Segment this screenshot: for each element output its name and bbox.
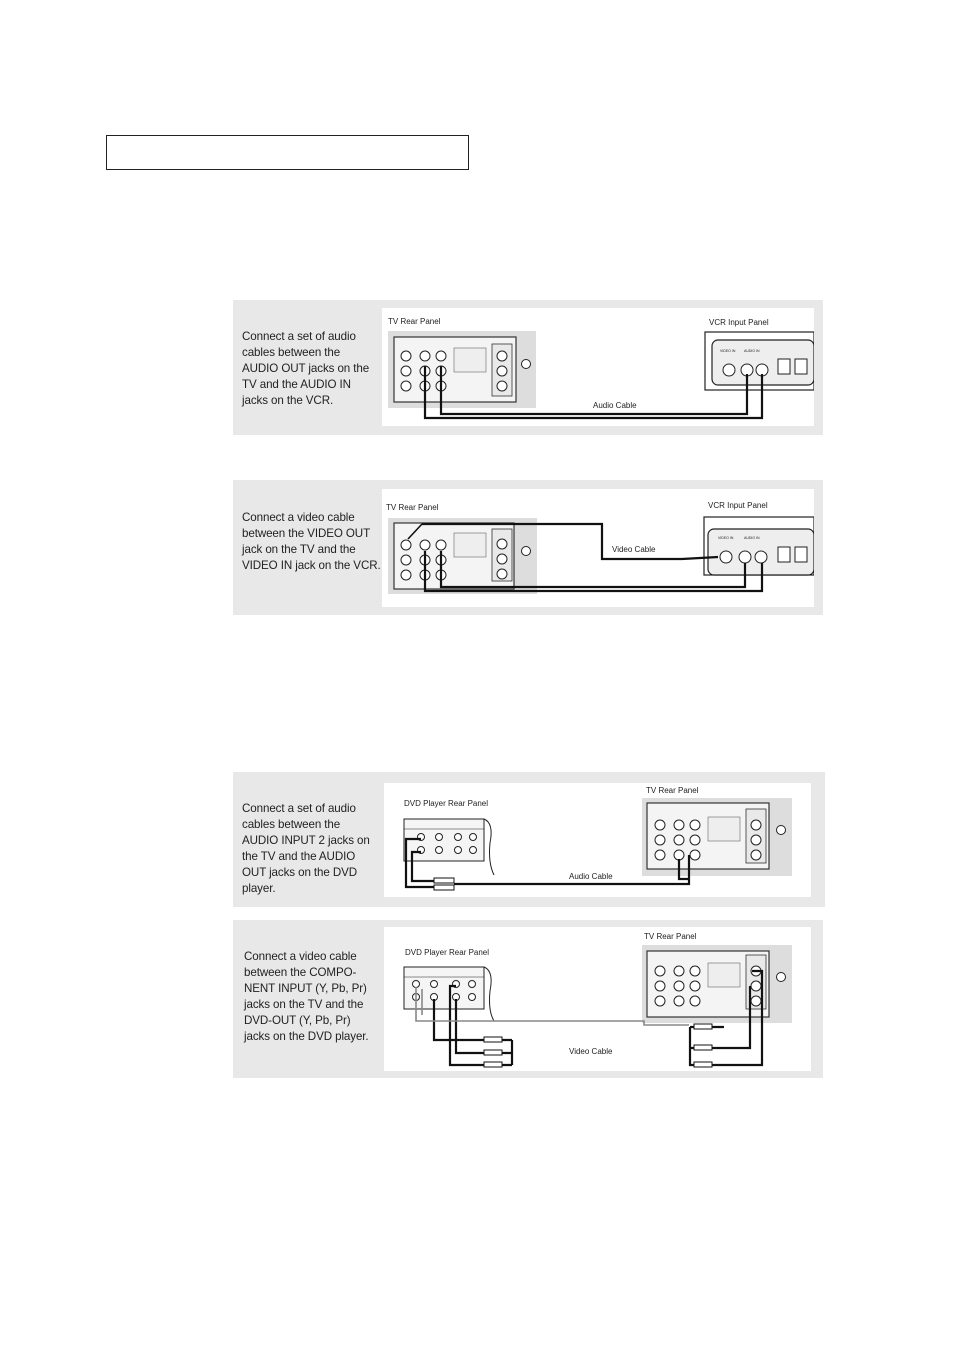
- cable-label: Audio Cable: [593, 401, 637, 410]
- tv-rear-panel-label: TV Rear Panel: [386, 503, 439, 512]
- panel-description: Connect a video cable between the COMPO-NENT INPUT (Y, Pb, Pr) jacks on the TV and the DVD-OUT (Y, Pb, Pr) jacks on the DVD player.: [244, 950, 369, 1043]
- dvd-rear-panel-illustration: [404, 819, 494, 875]
- cable-label: Video Cable: [612, 545, 656, 554]
- tv-rear-panel-label: TV Rear Panel: [388, 317, 441, 326]
- tv-rear-panel-illustration: [388, 331, 536, 408]
- connection-diagram: [384, 927, 811, 1071]
- dvd-rear-panel-label: DVD Player Rear Panel: [404, 799, 489, 808]
- tv-rear-panel-label: TV Rear Panel: [646, 786, 699, 795]
- section-title-box: [106, 135, 469, 170]
- panel-description: Connect a set of audio cables between the AUDIO OUT jacks on the TV and the AUDIO IN jacks on the VCR.: [242, 330, 370, 407]
- svg-text:VIDEO IN: VIDEO IN: [718, 536, 734, 540]
- connection-diagram: [384, 783, 811, 897]
- svg-text:AUDIO IN: AUDIO IN: [744, 536, 760, 540]
- panel-description: Connect a set of audio cables between the AUDIO INPUT 2 jacks on the TV and the AUDIO OUT jacks on the DVD player.: [242, 802, 370, 895]
- instruction-panel-video-dvd: [233, 920, 823, 1078]
- tv-rear-panel-illustration: [642, 798, 792, 876]
- instruction-panel-audio-dvd: [233, 772, 825, 907]
- vcr-input-panel-label: VCR Input Panel: [708, 501, 768, 510]
- vcr-input-panel-label: VCR Input Panel: [709, 318, 769, 327]
- instruction-panel-video-vcr: [233, 480, 823, 615]
- tv-rear-panel-illustration: [642, 945, 792, 1023]
- panel-description: Connect a video cable between the VIDEO OUT jack on the TV and the VIDEO IN jack on the VCR.: [242, 511, 381, 572]
- vcr-input-panel-illustration: [704, 517, 814, 575]
- dvd-rear-panel-label: DVD Player Rear Panel: [405, 948, 490, 957]
- vcr-input-panel-illustration: [705, 332, 814, 390]
- tv-rear-panel-label: TV Rear Panel: [644, 932, 697, 941]
- connection-diagram: [382, 489, 814, 607]
- svg-text:VIDEO IN: VIDEO IN: [720, 349, 736, 353]
- tv-rear-panel-illustration: [388, 518, 537, 594]
- cable-label: Audio Cable: [569, 872, 613, 881]
- connection-diagram: [382, 308, 814, 426]
- cable-label: Video Cable: [569, 1047, 613, 1056]
- svg-text:AUDIO IN: AUDIO IN: [744, 349, 760, 353]
- instruction-panel-audio-vcr: [233, 300, 823, 435]
